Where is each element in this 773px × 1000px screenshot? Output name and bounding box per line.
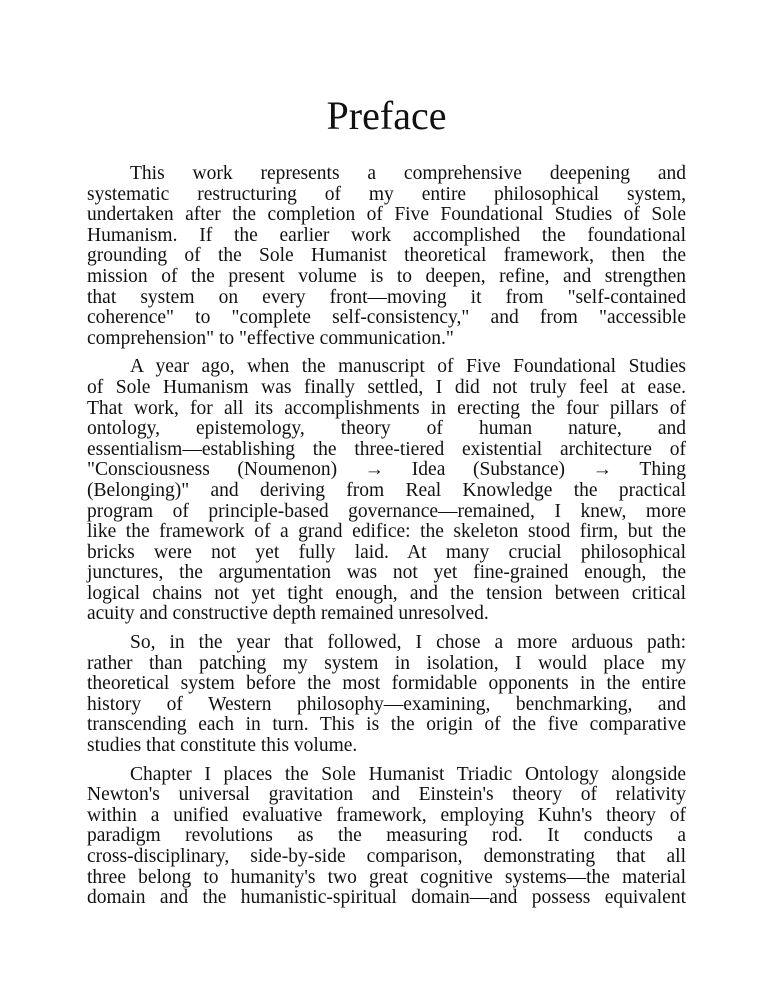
- text-line: essentialism—establishing the three-tiered existential architecture of: [87, 438, 686, 460]
- text-line: (Belonging)" and deriving from Real Knowledge the practical: [87, 479, 686, 501]
- text-line: undertaken after the completion of Five Foundational Studies of Sole: [87, 204, 686, 226]
- text-line: "Consciousness (Noumenon) → Idea (Substance) → Thing: [87, 459, 686, 481]
- text-line: program of principle-based governance—remained, I knew, more: [87, 500, 686, 522]
- text-line: cross-disciplinary, side-by-side comparison, demonstrating that all: [87, 846, 686, 867]
- paragraph: [87, 633, 686, 757]
- paragraph: [87, 164, 686, 349]
- paragraph: [87, 765, 686, 909]
- text-line: rather than patching my system in isolation, I would place my: [87, 652, 686, 674]
- paragraph: [87, 357, 686, 625]
- text-line: history of Western philosophy—examining, benchmarking, and: [87, 693, 686, 715]
- text-line: Newton's universal gravitation and Einstein's theory of relativity: [87, 784, 686, 806]
- text-line: Chapter I places the Sole Humanist Triadic Ontology alongside: [130, 763, 686, 785]
- text-line: junctures, the argumentation was not yet fine-grained enough, the: [87, 562, 686, 584]
- page-title: Preface: [326, 93, 447, 138]
- text-line: This work represents a comprehensive deepening and: [130, 163, 686, 184]
- text-line: within a unified evaluative framework, employing Kuhn's theory of: [87, 804, 686, 826]
- text-line: So, in the year that followed, I chose a more arduous path:: [130, 632, 686, 654]
- text-line: logical chains not yet tight enough, and the tension between critical: [87, 582, 686, 604]
- text-line: paradigm revolutions as the measuring rod. It conducts a: [87, 825, 686, 847]
- text-line: domain and the humanistic-spiritual domain—and possess equivalent: [87, 887, 686, 909]
- text-line: studies that constitute this volume.: [87, 735, 358, 757]
- text-line: like the framework of a grand edifice: the skeleton stood firm, but the: [87, 521, 686, 543]
- text-line: systematic restructuring of my entire philosophical system,: [87, 183, 686, 205]
- text-line: three belong to humanity's two great cognitive systems—the material: [87, 866, 686, 888]
- text-line: That work, for all its accomplishments in erecting the four pillars of: [87, 397, 686, 419]
- text-line: coherence" to "complete self-consistency," and from "accessible: [87, 307, 686, 329]
- text-line: theoretical system before the most formidable opponents in the entire: [87, 673, 686, 695]
- text-line: mission of the present volume is to deepen, refine, and strengthen: [87, 265, 686, 287]
- text-line: that system on every front—moving it from "self-contained: [87, 286, 686, 308]
- body-text: [87, 164, 686, 917]
- text-line: grounding of the Sole Humanist theoretical framework, then the: [87, 245, 686, 267]
- text-line: acuity and constructive depth remained unresolved.: [87, 603, 489, 625]
- text-line: comprehension" to "effective communication.": [87, 327, 454, 349]
- text-line: ontology, epistemology, theory of human nature, and: [87, 418, 686, 440]
- text-line: of Sole Humanism was finally settled, I did not truly feel at ease.: [87, 376, 686, 398]
- text-line: bricks were not yet fully laid. At many crucial philosophical: [87, 541, 686, 563]
- text-line: transcending each in turn. This is the origin of the five comparative: [87, 714, 686, 736]
- text-line: Humanism. If the earlier work accomplished the foundational: [87, 224, 686, 246]
- text-line: A year ago, when the manuscript of Five Foundational Studies: [130, 356, 686, 378]
